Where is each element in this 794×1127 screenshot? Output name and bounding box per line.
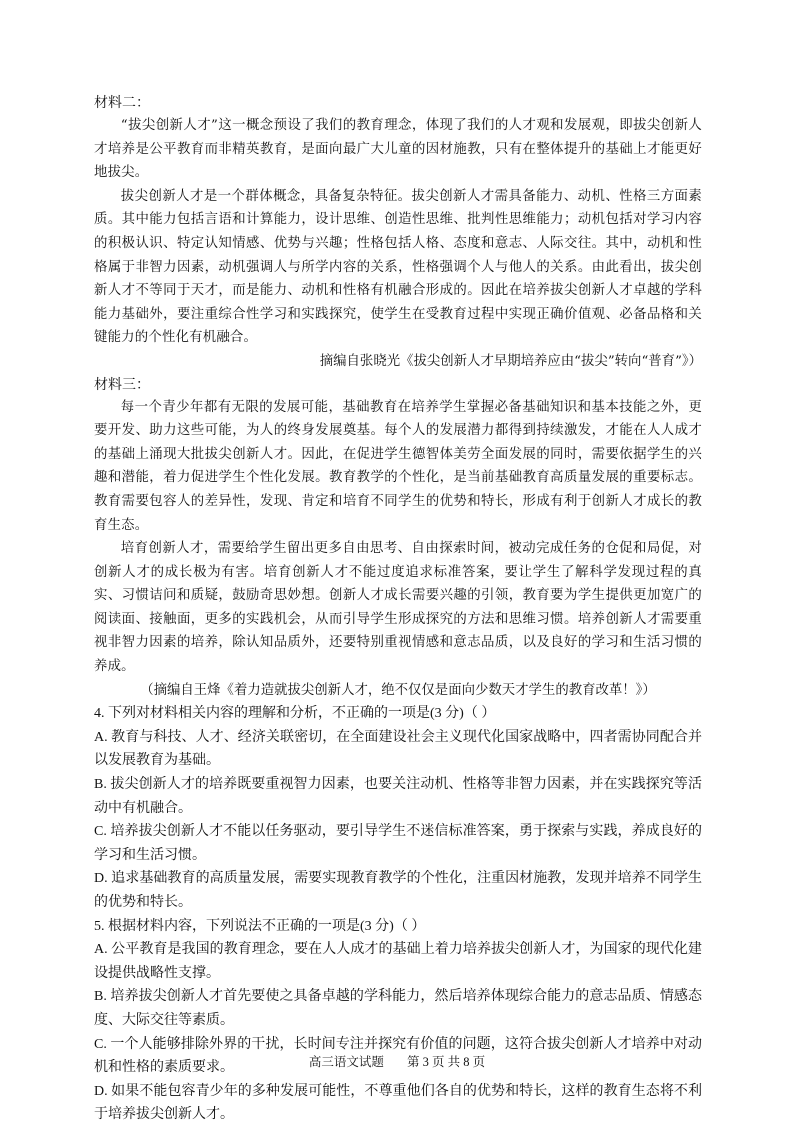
material2-paragraph-1: “拔尖创新人才”这一概念预设了我们的教育理念，体现了我们的人才观和发展观，即拔尖创新人才培养是公平教育而非精英教育，是面向最广大儿童的因材施教，只有在整体提升的基础上才能更好地拔尖。 <box>94 118 702 181</box>
question5-option-b: B. 培养拔尖创新人才首先要使之具备卓越的学科能力，然后培养体现综合能力的意志品质、情感态度、大际交往等素质。 <box>94 989 702 1028</box>
material2-label: 材料二： <box>94 95 150 111</box>
question5-option-d: D. 如果不能包容青少年的多种发展可能性，不尊重他们各自的优势和特长，这样的教育生态将不利于培养拔尖创新人才。 <box>94 1083 702 1123</box>
question4-option-a: A. 教育与科技、人才、经济关联密切，在全面建设社会主义现代化国家战略中，四者需协同配合并以发展教育为基础。 <box>94 729 702 769</box>
material3-source: （摘编自王烽《着力造就拔尖创新人才，绝不仅仅是面向少数天才学生的教育改革！》） <box>140 682 656 698</box>
question4-option-b: B. 拔尖创新人才的培养既要重视智力因素，也要关注动机、性格等非智力因素，并在实践探究等活动中有机融合。 <box>94 777 702 816</box>
material3-paragraph-2: 培育创新人才，需要给学生留出更多自由思考、自由探索时间，被动完成任务的仓促和局促，对创新人才的成长极为有害。培育创新人才不能过度追求标准答案，要让学生了解科学发现过程的真实、习惯诘问和质疑，鼓励奇思妙想。创新人才成长需要兴趣的引领，教育要为学生提供更加宽广的阅读面、接触面，更多的实践机会，从而引导学生形成探究的方法和思维习惯。培养创新人才需要重视非智力因素的培养，除认知品质外，还要特别重视情感和意志品质，以及良好的学习和生活习惯的养成。 <box>94 541 702 675</box>
question5-option-a: A. 公平教育是我国的教育理念，要在人人成才的基础上着力培养拔尖创新人才，为国家的现代化建设提供战略性支撑。 <box>94 942 702 981</box>
question4-option-d: D. 追求基础教育的高质量发展，需要实现教育教学的个性化，注重因材施教，发现并培养不同学生的优势和特长。 <box>94 871 702 910</box>
material2-source: 摘编自张晓光《拔尖创新人才早期培养应由“拔尖”转向“普育”》） <box>319 353 702 369</box>
page-footer <box>0 1052 794 1070</box>
material3-paragraph-1: 每一个青少年都有无限的发展可能，基础教育在培养学生掌握必备基础知识和基本技能之外，更要开发、助力这些可能，为人的终身发展奠基。每个人的发展潜力都得到持续激发，才能在人人成才的基础上涌现大批拔尖创新人才。因此，在促进学生德智体美劳全面发展的同时，需要依据学生的兴趣和潜能，着力促进学生个性化发展。教育教学的个性化，是当前基础教育高质量发展的重要标志。教育需要包容人的差异性，发现、肯定和培育不同学生的优势和特长，形成有利于创新人才成长的教育生态。 <box>94 399 702 533</box>
exam-page <box>94 92 702 1127</box>
question5-option-c: C. 一个人能够排除外界的干扰，长时间专注并探究有价值的问题，这符合拔尖创新人才培养中对动机和性格的素质要求。 <box>94 1036 702 1076</box>
material3-label: 材料三： <box>94 376 150 393</box>
question4-stem: 4. 下列对材料相关内容的理解和分析，不正确的一项是(3 分)（ ） <box>94 706 496 722</box>
question4-option-c: C. 培养拔尖创新人才不能以任务驱动，要引导学生不迷信标准答案，勇于探索与实践，养成良好的学习和生活习惯。 <box>94 824 702 863</box>
material2-paragraph-2: 拔尖创新人才是一个群体概念，具备复杂特征。拔尖创新人才需具备能力、动机、性格三方面素质。其中能力包括言语和计算能力，设计思维、创造性思维、批判性思维能力；动机包括对学习内容的积极认识、特定认知情感、优势与兴趣；性格包括人格、态度和意志、人际交往。其中，动机和性格属于非智力因素，动机强调人与所学内容的关系，性格强调个人与他人的关系。由此看出，拔尖创新人才不等同于天才，而是能力、动机和性格有机融合形成的。因此在培养拔尖创新人才卓越的学科能力基础外，要注重综合性学习和实践探究，使学生在受教育过程中实现正确价值观、必备品格和关键能力的个性化有机融合。 <box>94 188 702 346</box>
footer-page-number: 第 3 页 共 8 页 <box>407 1055 486 1069</box>
footer-subject: 高三语文试题 <box>308 1055 384 1069</box>
question5-stem: 5. 根据材料内容，下列说法不正确的一项是(3 分)（ ） <box>94 918 426 934</box>
